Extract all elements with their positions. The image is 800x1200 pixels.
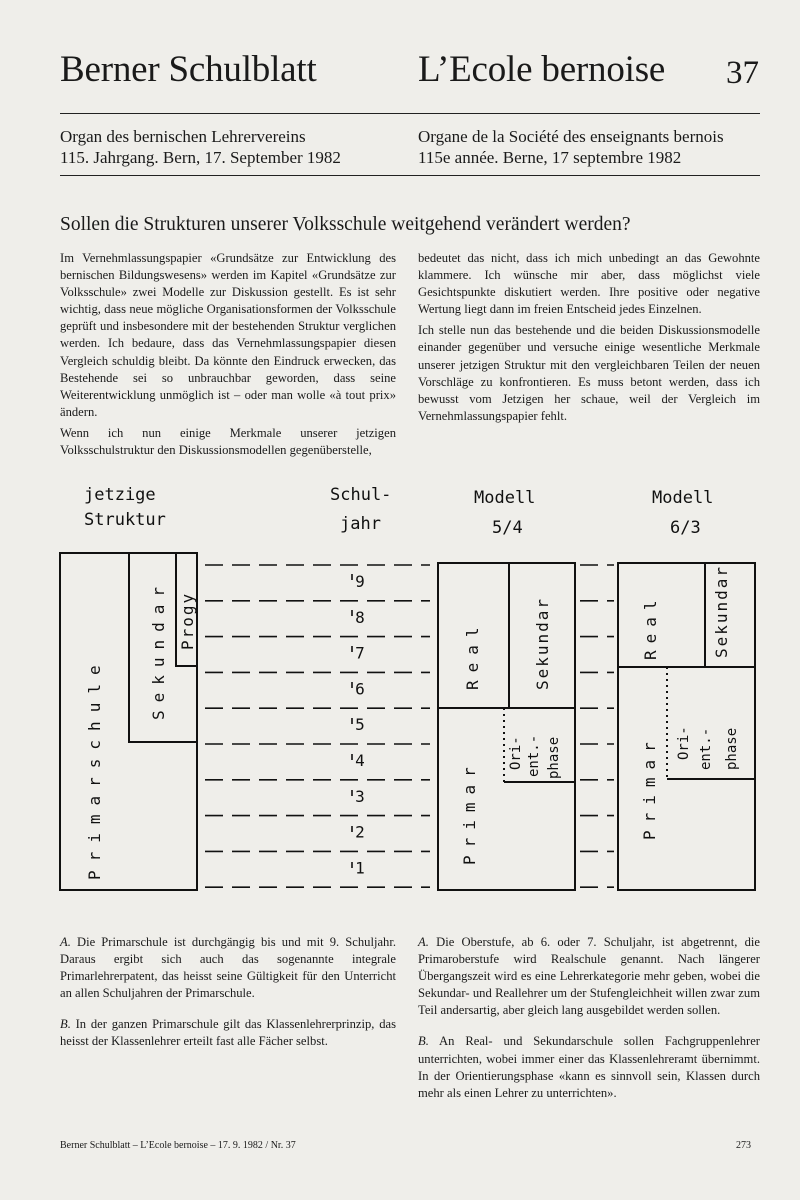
header-m54-line2: 5/4	[492, 518, 523, 538]
label-current-primarschule: Primarschule	[85, 656, 104, 880]
caption-left	[60, 934, 396, 1065]
caption-text: Die Primarschule ist durchgängig bis und mit 9. Schuljahr. Daraus ergibt sich auch das sogenannte integrale Primarlehrerpatent, das heisst seine Gültigkeit für den Unterricht an allen Schuljahren der Primarschule.	[60, 935, 396, 1001]
caption-label: B.	[418, 1034, 429, 1049]
caption-text: In der ganzen Primarschule gilt das Klassenlehrerprinzip, das heisst der Klassenlehrer erteilt fast alle Fächer selbst.	[60, 1017, 396, 1049]
caption-label: B.	[60, 1017, 71, 1032]
masthead-title-fr: L’Ecole bernoise	[418, 49, 666, 90]
school-year-number: 8	[355, 607, 365, 627]
label-m54-sekundar: Sekundar	[533, 596, 552, 690]
school-year-number: 2	[355, 822, 365, 842]
caption-left-b	[60, 1016, 396, 1050]
label-m54-orient-3: phase	[546, 736, 562, 779]
school-year-number: 7	[355, 643, 365, 663]
school-year-number: 5	[355, 715, 365, 735]
header-years-line2: jahr	[340, 514, 381, 534]
header-m63-line2: 6/3	[670, 518, 701, 538]
masthead-org-fr: Organe de la Société des enseignants bernois	[418, 127, 724, 146]
masthead-org-de: Organ des bernischen Lehrervereins	[60, 127, 306, 146]
footer-page: 273	[736, 1140, 751, 1151]
header-m63-line1: Modell	[652, 488, 714, 508]
caption-label: A.	[60, 935, 71, 949]
masthead-issue-de: 115. Jahrgang. Bern, 17. September 1982	[60, 148, 341, 167]
label-m63-orient-3: phase	[724, 727, 740, 770]
masthead-title-de: Berner Schulblatt	[60, 49, 317, 90]
caption-right-a	[418, 934, 760, 1019]
header-current-line2: Struktur	[84, 510, 166, 530]
footer-left: Berner Schulblatt – L’Ecole bernoise – 17. 9. 1982 / Nr. 37	[60, 1140, 296, 1151]
label-current-progy: Progy	[178, 591, 197, 650]
label-m54-real: Real	[463, 619, 482, 690]
caption-left-a	[60, 934, 396, 1002]
label-m63-sekundar: Sekundar	[712, 564, 731, 658]
school-year-number: 6	[355, 679, 365, 699]
caption-text: Die Oberstufe, ab 6. oder 7. Schuljahr, ist abgetrennt, die Primaroberstufe wird Realschule genannt. Nach längerer Übergangszeit wird es eine Lehrerkategorie mehr geben, wobei die Sekundar- und Reallehrer um der Stufengleichheit willen zwar zum Teil andersartig, aber gleich lang ausgebildet werden sollen.	[418, 935, 761, 1018]
masthead-issue-fr: 115e année. Berne, 17 septembre 1982	[418, 148, 682, 167]
label-current-sekundar: Sekundar	[149, 578, 168, 720]
label-m54-primar: Primar	[460, 759, 479, 865]
school-year-number: 4	[355, 751, 365, 770]
model54-outer-box	[438, 563, 575, 890]
caption-right	[418, 934, 760, 1116]
page-number: 37	[726, 55, 759, 91]
label-m63-orient-2: ent.-	[698, 727, 714, 770]
article-headline: Sollen die Strukturen unserer Volksschule weitgehend verändert werden?	[60, 214, 631, 235]
label-m63-real: Real	[641, 593, 660, 660]
article-left-paragraph: Im Vernehmlassungspapier «Grundsätze zur Entwicklung des bernischen Bildungswesens» werden im Kapitel «Grundsätze zur Volksschule» zwei Modelle zur Diskussion gestellt. Es ist sehr wichtig, dass neue mögliche Organisationsformen der Volksschule geprüft und insbesondere mit der bestehenden Struktur verglichen werden. Ich bedaure, dass das Vernehmlassungspapier diesen Vergleich schuldig bleibt. Da könnte den Eindruck erwecken, das Bestehende sei so unbrauchbar geworden, dass seine Weiterentwicklung unmöglich ist – oder man wolle «à tout prix» ändern.	[60, 251, 396, 419]
article-left-paragraph: Wenn ich nun einige Merkmale unserer jetzigen Volksschulstruktur den Diskussionsmodellen gegenüberstelle,	[60, 425, 396, 458]
header-years-line1: Schul-	[330, 485, 392, 505]
article-right-paragraph: bedeutet das nicht, dass ich mich unbedingt an das Gewohnte klammere. Ich wünsche mir aber, dass möglichst viele Gesichtspunkte diskutiert werden. Ihre positive oder negative Wertung liegt dann im freien Entscheid jedes Einzelnen.	[418, 251, 760, 317]
caption-right-b	[418, 1033, 760, 1101]
label-m63-primar: Primar	[640, 734, 659, 840]
school-year-number: 1	[355, 858, 365, 878]
school-year-number: 3	[355, 786, 365, 806]
label-m54-orient-2: ent.-	[526, 734, 542, 777]
header-m54-line1: Modell	[474, 488, 536, 508]
label-m63-orient-1: Ori-	[676, 726, 692, 760]
label-m54-orient-1: Ori-	[508, 736, 524, 770]
school-year-number: 9	[355, 572, 365, 591]
article-right-paragraph: Ich stelle nun das bestehende und die beiden Diskussionsmodelle einander gegenüber und versuche einige wesentliche Merkmale unserer jetzigen Struktur mit den vergleichbaren Teilen der neuen Vorschläge zu konfrontieren. Es muss betont werden, dass ich bewusst vom Jetzigen her schaue, weil der Vergleich im Vernehmlassungspapier fehlt.	[418, 323, 760, 423]
caption-text: An Real- und Sekundarschule sollen Fachgruppenlehrer unterrichten, wobei immer einer das Klassenlehreramt übernimmt. In der Orientierungsphase «kann es sinnvoll sein, Klassen durch mehr als einen Lehrer zu unterrichten».	[418, 1034, 760, 1100]
caption-label: A.	[418, 935, 429, 949]
header-current-line1: jetzige	[84, 485, 156, 505]
